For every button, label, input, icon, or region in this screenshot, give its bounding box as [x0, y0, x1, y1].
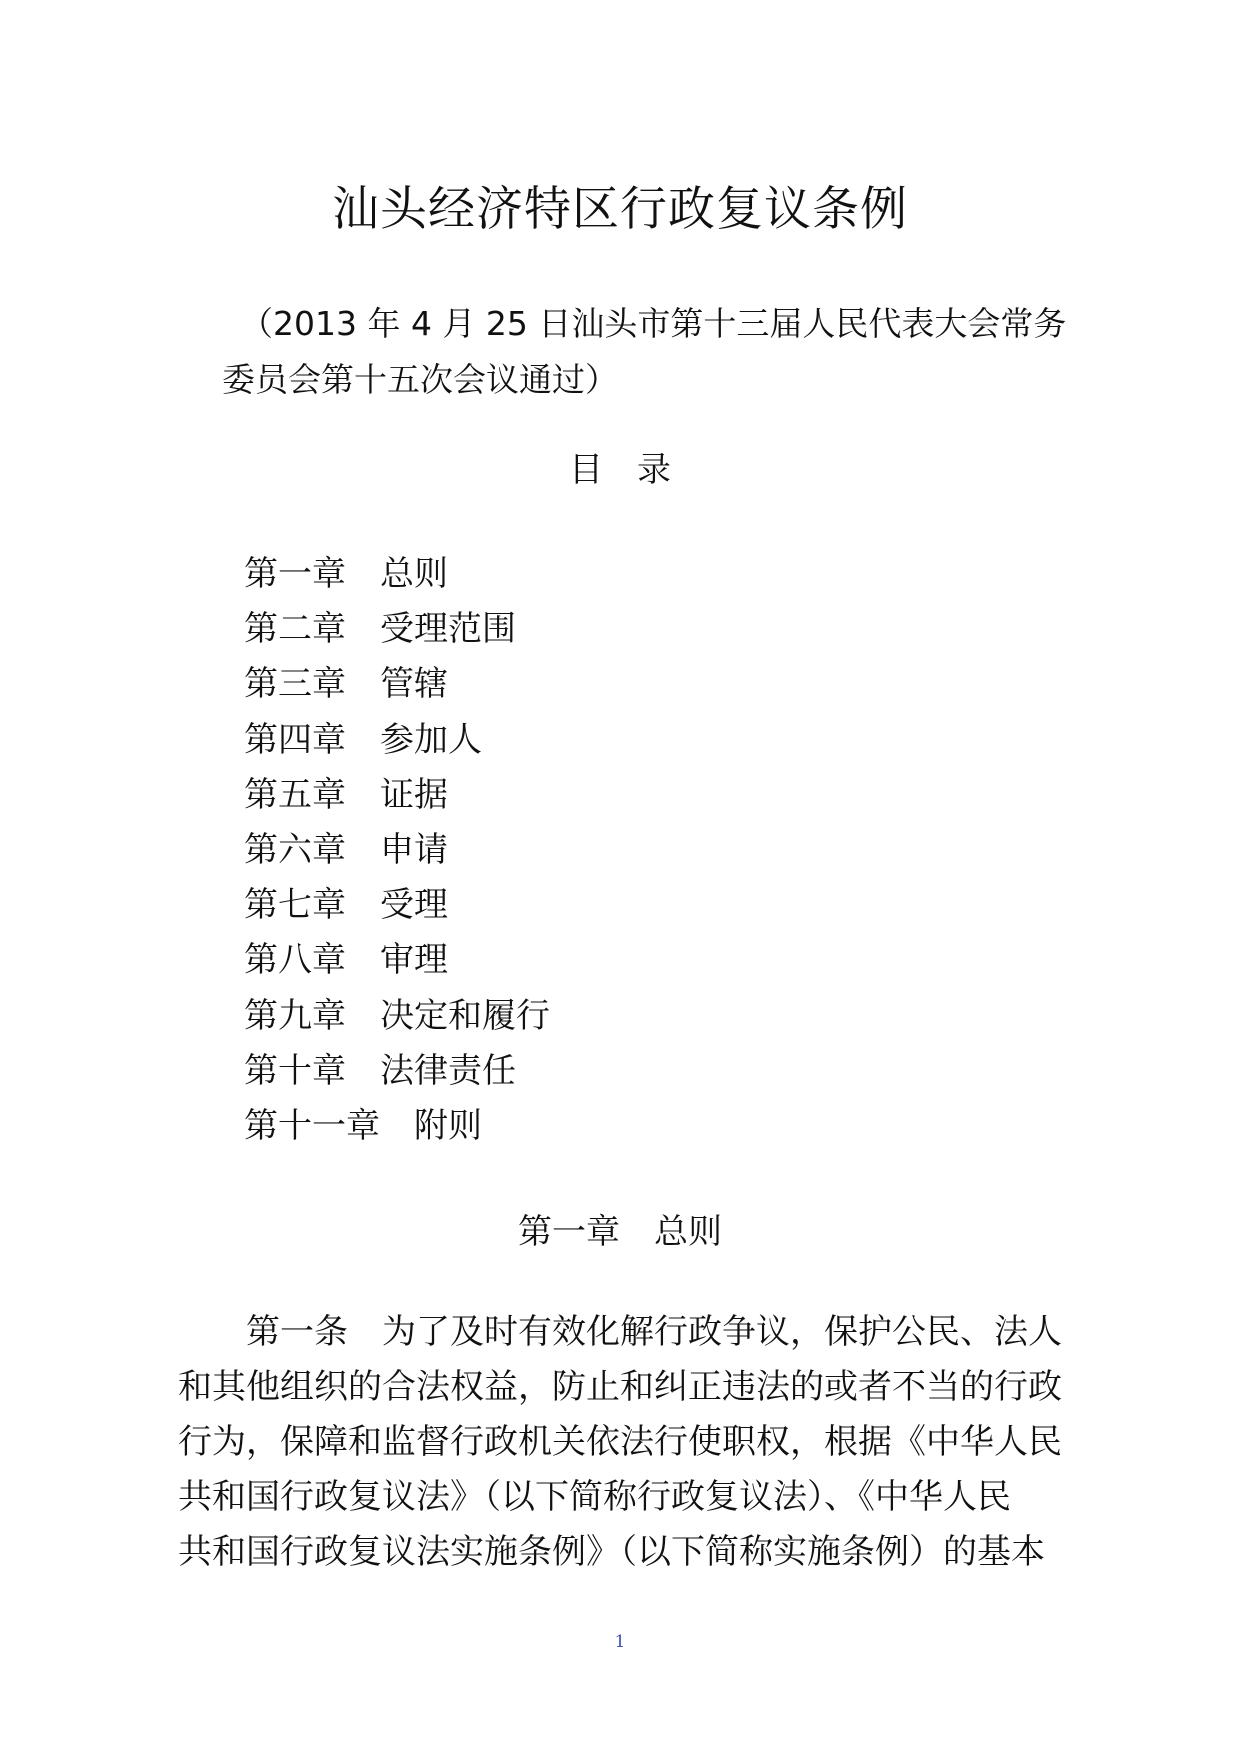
toc-item	[244, 933, 550, 988]
chapter-heading	[0, 1204, 1240, 1260]
article-paragraph	[178, 1305, 1068, 1580]
article-line: 共和国行政复议法实施条例》（以下简称实施条例）的基本	[178, 1532, 1045, 1572]
toc-item	[244, 602, 550, 657]
article-label: 第一条	[246, 1312, 348, 1352]
toc-chapter-number: 第七章	[244, 885, 346, 926]
toc-chapter-number: 第十一章	[244, 1105, 380, 1146]
article-line	[178, 1305, 1068, 1360]
toc-chapter-number: 第九章	[244, 995, 346, 1036]
toc-chapter-name: 申请	[380, 829, 448, 870]
article-line: 共和国行政复议法》（以下简称行政复议法）、《中华人民	[178, 1477, 1011, 1517]
toc-chapter-name: 受理	[380, 885, 448, 926]
toc-chapter-name: 参加人	[380, 719, 482, 760]
toc-chapter-number: 第六章	[244, 829, 346, 870]
toc-chapter-name: 附则	[414, 1105, 482, 1146]
toc-chapter-number: 第十章	[244, 1050, 346, 1091]
toc-item	[244, 878, 550, 933]
toc-item	[244, 1099, 550, 1154]
toc-chapter-number: 第三章	[244, 664, 346, 705]
toc-chapter-name: 法律责任	[380, 1050, 516, 1091]
toc-item	[244, 657, 550, 712]
chapter-number: 第一章	[518, 1212, 620, 1252]
toc-item	[244, 1044, 550, 1099]
toc-item	[244, 768, 550, 823]
document-title: 汕头经济特区行政复议条例	[332, 182, 908, 237]
page-number: 1	[614, 1632, 626, 1652]
toc-chapter-name: 决定和履行	[380, 995, 550, 1036]
toc-chapter-number: 第八章	[244, 940, 346, 981]
toc-chapter-number: 第五章	[244, 774, 346, 815]
toc-item	[244, 823, 550, 878]
toc-heading: 目 录	[569, 450, 671, 490]
toc-chapter-name: 总则	[380, 554, 448, 594]
toc-chapter-number: 第四章	[244, 719, 346, 760]
toc-item	[244, 547, 550, 602]
toc-chapter-number: 第二章	[244, 609, 346, 650]
toc-item	[244, 989, 550, 1044]
article-text: 为了及时有效化解行政争议，保护公民、法人	[382, 1312, 1062, 1352]
toc-chapter-number: 第一章	[244, 554, 346, 594]
adoption-note	[222, 296, 1067, 408]
toc-chapter-name: 管辖	[380, 664, 448, 705]
toc-chapter-name: 证据	[380, 774, 448, 815]
toc-item	[244, 713, 550, 768]
chapter-name: 总则	[654, 1212, 722, 1252]
adoption-note-line-1: （2013 年 4 月 25 日汕头市第十三届人民代表大会常务	[240, 304, 1067, 343]
toc-chapter-name: 审理	[380, 940, 448, 981]
article-line: 行为，保障和监督行政机关依法行使职权，根据《中华人民	[178, 1422, 1062, 1462]
toc-chapter-name: 受理范围	[380, 609, 516, 650]
table-of-contents	[244, 547, 550, 1154]
adoption-note-line-2: 委员会第十五次会议通过）	[222, 360, 618, 399]
article-line: 和其他组织的合法权益，防止和纠正违法的或者不当的行政	[178, 1367, 1062, 1407]
